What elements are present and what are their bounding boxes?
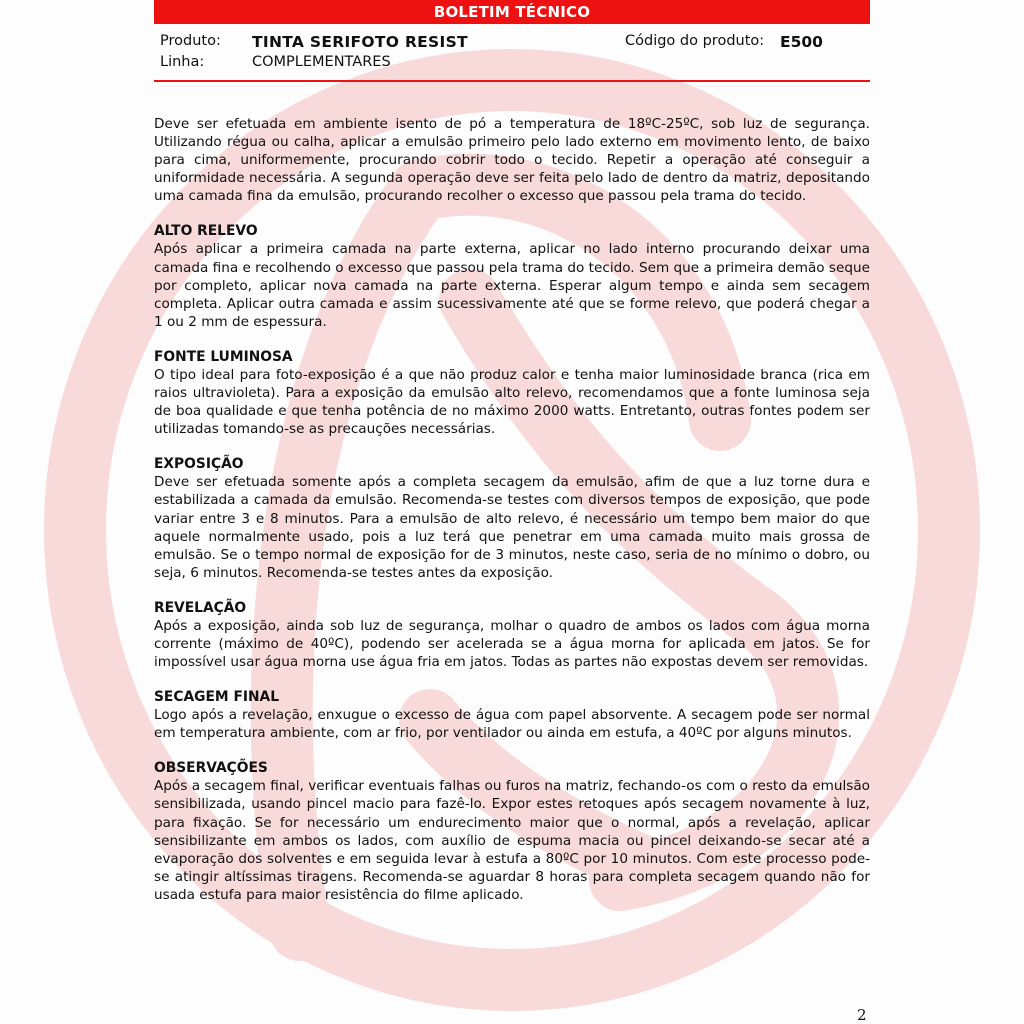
line-value: COMPLEMENTARES bbox=[252, 54, 391, 70]
section-revelacao bbox=[154, 599, 870, 671]
section-observacoes bbox=[154, 759, 870, 904]
section-secagem-final bbox=[154, 688, 870, 742]
product-label: Produto: bbox=[160, 33, 221, 49]
intro-paragraph: Deve ser efetuada em ambiente isento de pó a temperatura de 18ºC-25ºC, sob luz de segurança. Utilizando régua ou calha, aplicar a emulsão primeiro pelo lado externo em movimento lento, de baixo para cima, uniformemente, procurando cobrir todo o tecido. Repetir a operação até conseguir a uniformidade necessária. A segunda operação deve ser feita pelo lado de dentro da matriz, depositando uma camada fina da emulsão, procurando recolher o excesso que passou pela trama do tecido. bbox=[154, 116, 870, 205]
banner-title: BOLETIM TÉCNICO bbox=[154, 0, 870, 24]
section-body: O tipo ideal para foto-exposição é a que não produz calor e tenha maior luminosidade branca (rica em raios ultravioleta). Para a exposição da emulsão alto relevo, recomendamos que a fonte luminosa seja de boa qualidade e que tenha potência de no máximo 2000 watts. Entretanto, outras fontes podem ser utilizadas tomando-se as precauções necessárias. bbox=[154, 366, 870, 438]
document-page bbox=[154, 0, 870, 904]
header-divider bbox=[154, 80, 870, 82]
page-number: 2 bbox=[857, 1006, 867, 1024]
section-exposicao bbox=[154, 455, 870, 582]
product-meta bbox=[154, 24, 870, 78]
section-fonte-luminosa bbox=[154, 348, 870, 438]
product-code-label: Código do produto: bbox=[625, 33, 765, 49]
section-body: Após aplicar a primeira camada na parte externa, aplicar no lado interno procurando deixar uma camada fina e recolhendo o excesso que passou pela trama do tecido. Sem que a primeira demão seque por completo, aplicar nova camada na parte externa. Esperar algum tempo e ainda sem secagem completa. Aplicar outra camada e assim sucessivamente até que se forme relevo, que poderá chegar a 1 ou 2 mm de espessura. bbox=[154, 241, 870, 330]
section-heading: EXPOSIÇÃO bbox=[154, 456, 244, 473]
section-body: Após a secagem final, verificar eventuais falhas ou furos na matriz, fechando-os com o resto da emulsão sensibilizada, usando pincel macio para fazê-lo. Expor estes retoques após secagem novamente à luz, para fixação. Se for necessário um endurecimento maior que o normal, após a revelação, aplicar sensibilizante em ambos os lados, com auxílio de espuma macia ou pincel deixando-se secar até a evaporação dos solventes e em seguida levar à estufa a 80ºC por 10 minutos. Com este processo pode-se atingir altíssimas tiragens. Recomenda-se aguardar 8 horas para completa secagem quando não for usada estufa para maior resistência do filme aplicado. bbox=[154, 778, 870, 903]
section-heading: SECAGEM FINAL bbox=[154, 689, 280, 706]
section-body: Deve ser efetuada somente após a completa secagem da emulsão, afim de que a luz torne dura e estabilizada a camada da emulsão. Recomenda-se testes com diversos tempos de exposição, que pode variar entre 3 e 8 minutos. Para a emulsão de alto relevo, é necessário um tempo bem maior do que aquele normalmente usado, pois a luz terá que penetrar em uma camada muito mais grossa de emulsão. Se o tempo normal de exposição for de 3 minutos, neste caso, seria de no mínimo o dobro, ou seja, 6 minutos. Recomenda-se testes antes da exposição. bbox=[154, 474, 870, 581]
section-heading: FONTE LUMINOSA bbox=[154, 348, 293, 365]
document-body bbox=[154, 115, 870, 904]
section-heading: ALTO RELEVO bbox=[154, 223, 258, 240]
section-alto-relevo bbox=[154, 222, 870, 330]
product-name: TINTA SERIFOTO RESIST bbox=[252, 33, 468, 51]
product-code-value: E500 bbox=[780, 33, 823, 51]
line-label: Linha: bbox=[160, 54, 205, 70]
section-heading: OBSERVAÇÕES bbox=[154, 760, 268, 777]
section-heading: REVELAÇÃO bbox=[154, 599, 247, 616]
section-body: Logo após a revelação, enxugue o excesso de água com papel absorvente. A secagem pode ser normal em temperatura ambiente, com ar frio, por ventilador ou ainda em estufa, a 40ºC por alguns minutos. bbox=[154, 707, 870, 742]
section-body: Após a exposição, ainda sob luz de segurança, molhar o quadro de ambos os lados com água morna corrente (máximo de 40ºC), podendo ser acelerada se a água morna for aplicada em jatos. Se for impossível usar água morna use água fria em jatos. Todas as partes não expostas devem ser removidas. bbox=[154, 617, 870, 671]
